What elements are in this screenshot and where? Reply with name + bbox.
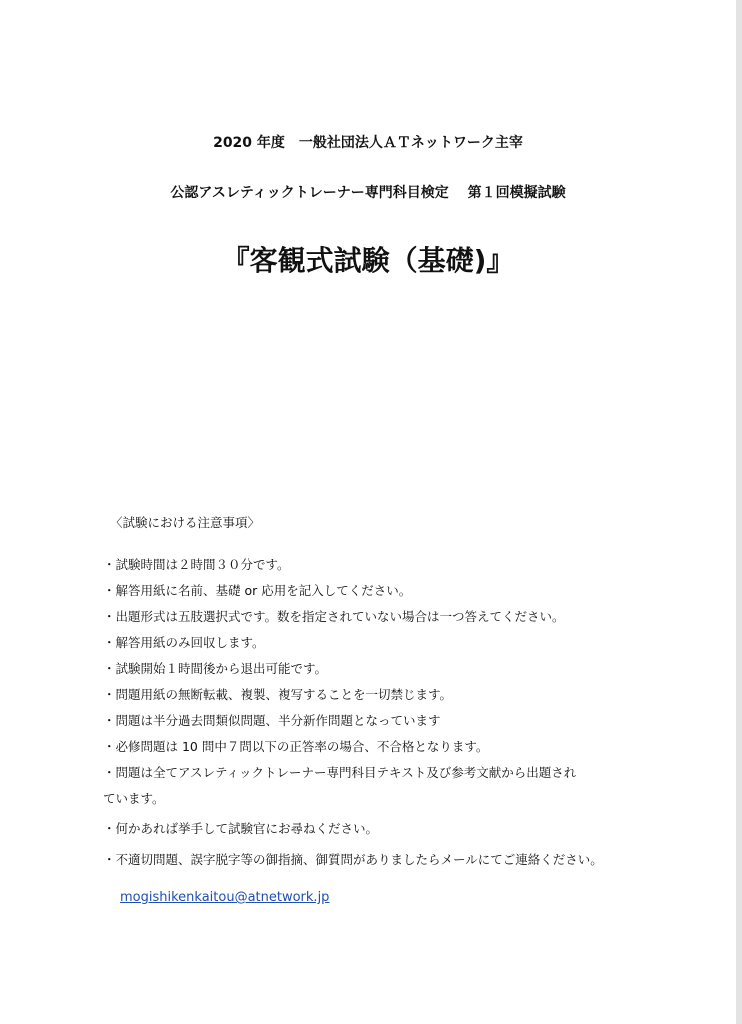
note-item-exam-time: ・試験時間は２時間３０分です。	[103, 557, 290, 572]
note-item-exit: ・試験開始１時間後から退出可能です。	[103, 661, 328, 676]
page-title: 『客観式試験（基礎)』	[221, 244, 515, 277]
note-item-contact: ・不適切問題、誤字脱字等の御指摘、御質問がありましたらメールにてご連絡ください。	[103, 852, 603, 867]
note-item-answer-sheet: ・解答用紙に名前、基礎 or 応用を記入してください。	[103, 583, 412, 598]
exam-name-line: 公認アスレティックトレーナー専門科目検定 第１回模擬試験	[170, 185, 566, 201]
note-item-question-mix: ・問題は半分過去問類似問題、半分新作問題となっています	[103, 713, 441, 728]
page-edge	[736, 0, 742, 1024]
organizer-line: 2020 年度 一般社団法人ＡＴネットワーク主宰	[213, 135, 523, 151]
note-item-source: ・問題は全てアスレティックトレーナー専門科目テキスト及び参考文献から出題され	[103, 765, 577, 780]
note-item-ask: ・何かあれば挙手して試験官にお尋ねください。	[103, 821, 379, 836]
note-item-collection: ・解答用紙のみ回収します。	[103, 635, 265, 650]
note-item-source-continued: ています。	[103, 791, 165, 806]
contact-email-link[interactable]: mogishikenkaitou@atnetwork.jp	[120, 890, 330, 905]
note-item-required: ・必修問題は 10 問中７問以下の正答率の場合、不合格となります。	[103, 739, 489, 754]
notes-heading: 〈試験における注意事項〉	[110, 515, 261, 530]
note-item-copyright: ・問題用紙の無断転載、複製、複写することを一切禁じます。	[103, 687, 453, 702]
note-item-format: ・出題形式は五肢選択式です。数を指定されていない場合は一つ答えてください。	[103, 609, 565, 624]
